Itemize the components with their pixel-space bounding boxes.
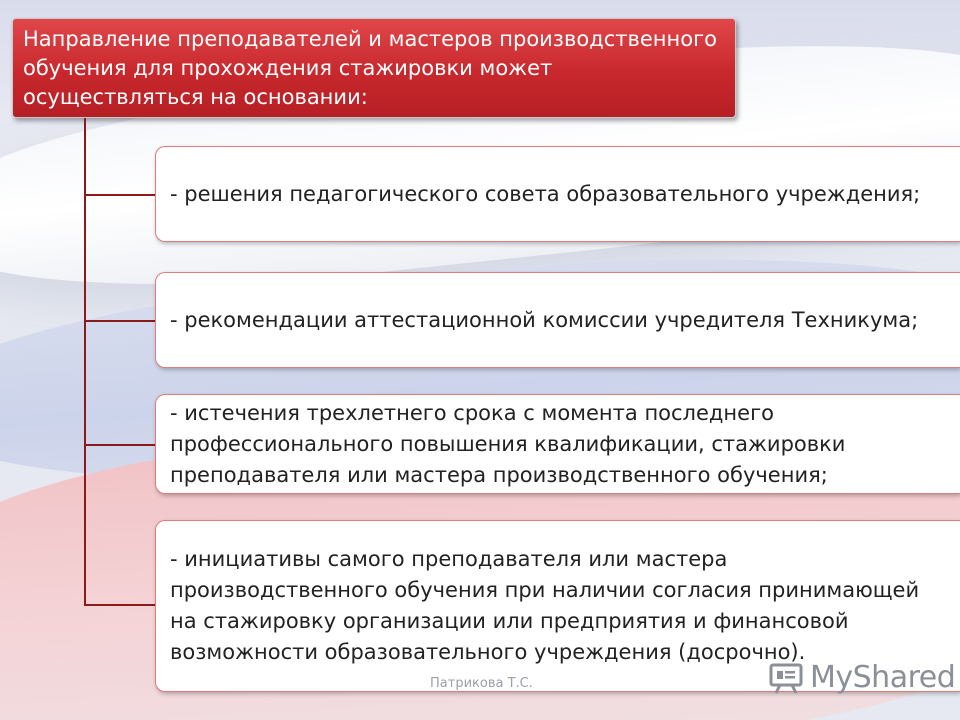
diagram-root-title [12, 18, 736, 118]
diagram-item-3 [155, 394, 960, 494]
tree-connector-branch-2 [84, 320, 156, 322]
tree-connector-branch-3 [84, 444, 156, 446]
presentation-board-icon [768, 661, 804, 695]
logo-text: MyShared [810, 660, 956, 695]
item-1-text: - решения педагогического совета образовательного учреждения; [170, 181, 921, 206]
watermark-logo [768, 660, 955, 695]
author-footer: Патрикова Т.С. [430, 676, 533, 691]
item-3-text: - истечения трехлетнего срока с момента последнего профессионального повышения квалификации, стажировки преподавателя или мастера производственного обучения; [170, 400, 846, 487]
item-4-text: - инициативы самого преподавателя или мастера производственного обучения при наличии согласия принимающей на стажировку организации или предприятия и финансовой возможности образовательного учреждения (досрочно). [170, 547, 920, 664]
root-title-text: Направление преподавателей и мастеров производственного обучения для прохождения стажировки может осуществляться на основании: [23, 27, 717, 109]
diagram-item-2 [155, 272, 960, 368]
tree-connector-vertical [84, 118, 86, 606]
tree-connector-branch-1 [84, 194, 156, 196]
diagram-item-1 [155, 146, 960, 242]
tree-connector-branch-4 [84, 604, 156, 606]
item-2-text: - рекомендации аттестационной комиссии учредителя Техникума; [170, 307, 919, 332]
